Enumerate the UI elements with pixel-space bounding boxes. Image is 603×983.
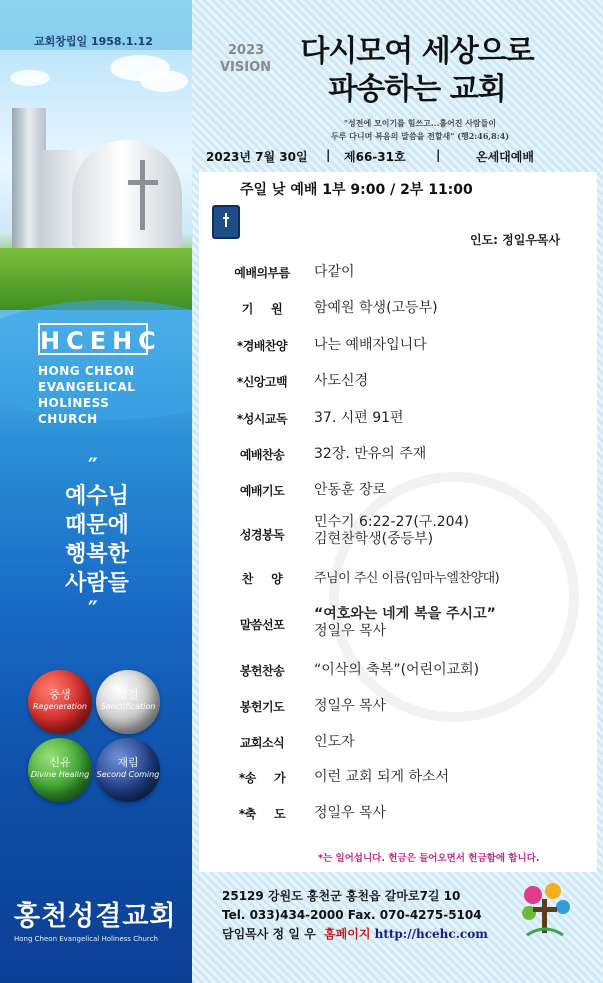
homepage-label: 홈페이지 [324, 927, 371, 941]
order-value: 함예원 학생(고등부) [314, 300, 438, 316]
order-value: 37. 시편 91편 [314, 410, 404, 426]
order-value: “여호와는 네게 복을 주시고” 정일우 목사 [314, 606, 584, 640]
order-label: 예배기도 [239, 484, 285, 498]
issue-number: 제66-31호 [344, 150, 406, 164]
order-value: 나는 예배자입니다 [314, 337, 427, 353]
church-emblem-icon [519, 881, 571, 939]
order-label: 성경봉독 [239, 528, 285, 542]
bible-icon [212, 205, 240, 239]
order-value: “이삭의 축복”(어린이교회) [314, 662, 480, 678]
church-contact [222, 887, 488, 944]
established-date: 교회창립일 1958.1.12 [34, 35, 153, 48]
order-value: 정일우 목사 [314, 698, 387, 714]
slogan: 예수님 때문에 행복한 사람들 [65, 484, 129, 596]
order-label: *송 가 [238, 771, 286, 785]
cross-icon [140, 160, 145, 230]
order-value: 다같이 [314, 264, 355, 280]
church-logo: HCEHC [38, 323, 148, 355]
church-name-english-footer: Hong Cheon Evangelical Holiness Church [14, 935, 158, 943]
vision-label: VISION [220, 60, 272, 75]
order-value: 인도자 [314, 734, 355, 750]
order-label: 예배찬송 [239, 448, 285, 462]
church-name: 홍천성결교회 [14, 901, 177, 932]
sanctification-badge: 성결 Sanctification [96, 670, 160, 734]
standing-notice: *는 일어섭니다. 헌금은 들어오면서 헌금함에 합니다. [318, 853, 540, 864]
service-type: 온세대예배 [476, 150, 534, 164]
sermon-title: “여호와는 네게 복을 주시고” [314, 606, 496, 622]
order-label: *축 도 [238, 807, 286, 821]
order-value: 주님이 주신 이름(임마누엘찬양대) [314, 571, 500, 586]
order-label: *성시교독 [236, 412, 288, 426]
order-label: 예배의부름 [234, 266, 290, 280]
worship-leader: 인도: 정일우목사 [470, 233, 561, 247]
order-value: 이런 교회 되게 하소서 [314, 769, 450, 785]
vision-verse: "성전에 모이기를 힘쓰고...흩어진 사람들이 두루 다니며 복음의 말씀을 전할새" (행2:46,8:4) [330, 118, 510, 141]
church-name-english: HONG CHEON EVANGELICAL HOLINESS CHURCH [38, 364, 136, 426]
second-coming-badge: 재림 Second Coming [96, 738, 160, 802]
order-value: 민수기 6:22-27(구.204) 김현찬학생(중등부) [314, 514, 469, 547]
church-phone: Tel. 033)434-2000 Fax. 070-4275-5104 [222, 908, 482, 922]
left-panel [0, 0, 192, 983]
order-label: 말씀선포 [239, 618, 285, 632]
order-value: 안동훈 장로 [314, 482, 387, 498]
divine-healing-badge: 신유 Divine Healing [28, 738, 92, 802]
church-address: 25129 강원도 홍천군 홍천읍 갈마로7길 10 [222, 889, 461, 903]
order-label: 교회소식 [239, 736, 285, 750]
order-label: 봉헌기도 [239, 700, 285, 714]
order-value: 정일우 목사 [314, 805, 387, 821]
order-value: 사도신경 [314, 373, 369, 389]
order-label: *경배찬양 [236, 339, 288, 353]
vision-title: 다시모여 세상으로 파송하는 교회 [300, 34, 534, 107]
vision-year: 2023 [228, 43, 265, 58]
bulletin-page: 교회창립일 1958.1.12 HCEHC HONG CHEON EVANGELICAL HOLINESS CHURCH ″ 예수님 때문에 행복한 사람들 ″ 중생 Regeneration 성결 Sanctification 신유 Divine Healing 재림 Second Coming 홍천성결교회 Hong Cheon Evangelical Holiness Church 2023 VISION 다시모여 세상으로 파송하는 교회 "성전에 모이기를 힘쓰고...흩어진 사람들이 두루 다니며 복음의 말씀을 전할새" (행2:46,8:4) 2023년 7월 30일 | 제66-31호 | 온세대예배 주일 낮 예배 1부 9:00 / 2부 11:00 인도: 정일우목사 예배의부름 다같이 기 원 함예원 학생(고등부) *경배찬양 나는 예배자입니다 *신앙고백 사도신경 *성시교독 37. 시편 91편 예배찬송 32장. 만유의 주재 예배기도 안동훈 장로 성경봉독 민수기 6:22-27(구.204) 김현찬학생(중등부) 찬 양 주님이 주신 이름(임마누엘찬양대) 말씀선포 “여호와는 네게 복을 주시고” 정일우 목사 봉헌찬송 “이삭의 축복”(어린이교회) 봉헌기도 정일우 목사 교회소식 인도자 *송 가 이런 교회 되게 하소서 *축 도 정일우 목사 *는 일어섭니다. 헌금은 들어오면서 헌금함에 합니다. 25129 강원도 홍천군 홍천읍 갈마로7길 10 Tel. 033)434-2000 Fax. 070-4275-5104 담임목사 정 일 우 홈페이지 http://hcehc.com [0, 0, 603, 983]
homepage-link[interactable]: http://hcehc.com [374, 927, 488, 941]
order-label: 봉헌찬송 [239, 664, 285, 678]
service-time: 주일 낮 예배 1부 9:00 / 2부 11:00 [240, 182, 473, 198]
bulletin-date: 2023년 7월 30일 [206, 150, 308, 164]
watermark-icon [329, 472, 579, 722]
regeneration-badge: 중생 Regeneration [28, 670, 92, 734]
quote-close-icon: ″ [88, 598, 98, 623]
senior-pastor: 담임목사 정 일 우 [222, 927, 316, 941]
quote-open-icon: ″ [88, 455, 98, 480]
order-label: 기 원 [241, 302, 283, 316]
order-label: 찬 양 [241, 572, 283, 586]
order-label: *신앙고백 [236, 375, 288, 389]
order-value: 32장. 만유의 주재 [314, 446, 427, 462]
